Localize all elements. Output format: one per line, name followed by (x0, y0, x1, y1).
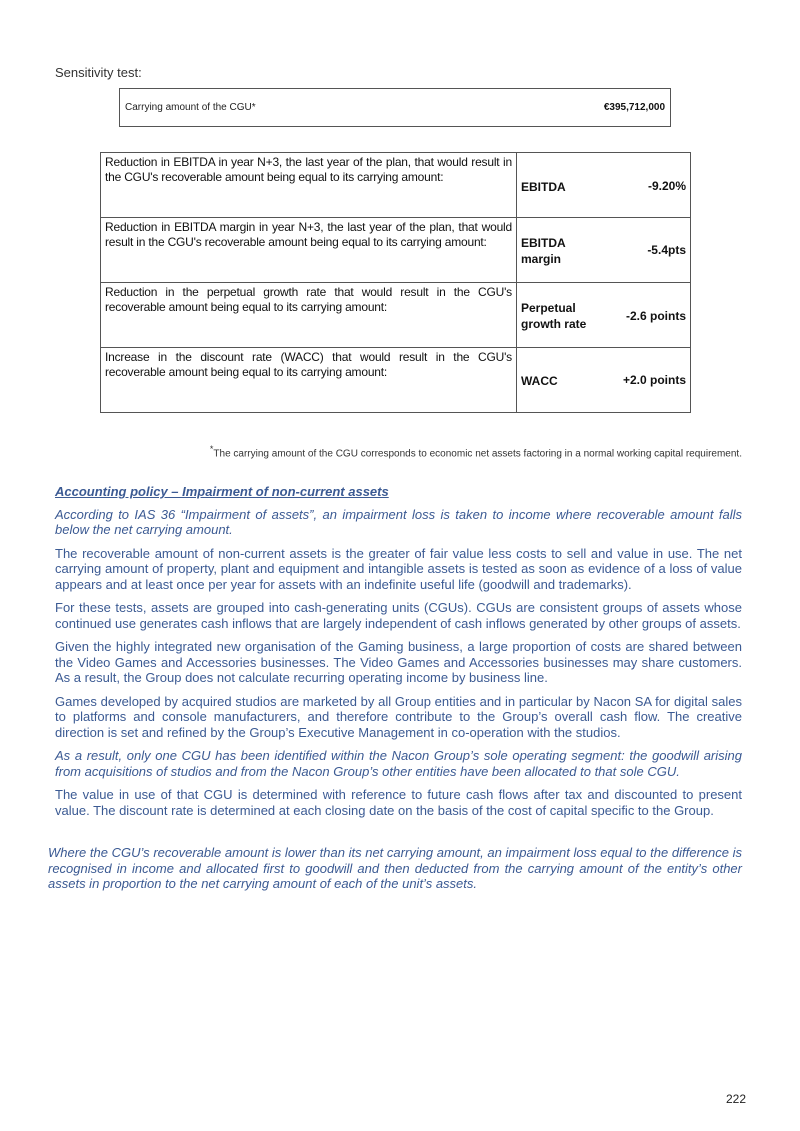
policy-paragraph: According to IAS 36 “Impairment of assets”, an impairment loss is taken to income where recoverable amount falls below the net carrying amount. (55, 506, 742, 537)
carrying-amount-label: Carrying amount of the CGU* (125, 102, 256, 113)
row-value-cell (516, 218, 690, 283)
row-metric: EBITDA margin (520, 236, 566, 266)
row-metric: WACC (520, 374, 558, 388)
row-description: Reduction in the perpetual growth rate that would result in the CGU's recoverable amount being equal to its carrying amount: (101, 283, 517, 348)
row-description: Increase in the discount rate (WACC) that would result in the CGU's recoverable amount being equal to its carrying amount: (101, 348, 517, 413)
footnote-mark: * (209, 444, 214, 454)
row-metric: Perpetual growth rate (520, 301, 587, 331)
section-title: Sensitivity test: (55, 65, 142, 80)
table-row (101, 153, 691, 218)
row-description: Reduction in EBITDA in year N+3, the last year of the plan, that would result in the CGU's recoverable amount being equal to its carrying amount: (101, 153, 517, 218)
accounting-policy-section (55, 484, 742, 826)
table-row (101, 218, 691, 283)
row-value-cell (516, 348, 690, 413)
policy-paragraph: The recoverable amount of non-current assets is the greater of fair value less costs to sell and value in use. The net carrying amount of property, plant and equipment and intangible assets is tested as soon as evidence of a loss of value appears and at least once per year for assets with an indefinite useful life (goodwill and trademarks). (55, 545, 742, 592)
carrying-amount-box (119, 88, 671, 127)
table-row (101, 283, 691, 348)
policy-heading: Accounting policy – Impairment of non-current assets (55, 484, 389, 499)
row-value: -5.4pts (647, 243, 686, 257)
carrying-amount-value: €395,712,000 (603, 102, 665, 113)
page-number: 222 (725, 1092, 746, 1106)
policy-paragraph: Games developed by acquired studios are marketed by all Group entities and in particular by Nacon SA for digital sales to platforms and console manufacturers, and therefore contribute to the Group’s overall cash flow. The creative direction is set and refined by the Group’s Executive Management in co-operation with the studios. (55, 693, 742, 740)
row-value-cell (516, 153, 690, 218)
table-row (101, 348, 691, 413)
row-value: +2.0 points (622, 373, 686, 387)
policy-paragraph-impairment: Where the CGU’s recoverable amount is lower than its net carrying amount, an impairment loss equal to the difference is recognised in income and allocated first to goodwill and then deducted from the carrying amount of the entity’s other assets in proportion to the net carrying amount of each of the unit’s assets. (48, 845, 742, 891)
row-value: -9.20% (647, 179, 686, 193)
sensitivity-table (100, 152, 691, 413)
row-value-cell (516, 283, 690, 348)
policy-paragraph: As a result, only one CGU has been identified within the Nacon Group’s sole operating segment: the goodwill arising from acquisitions of studios and from the Nacon Group’s other entities have been allocated to that sole CGU. (55, 748, 742, 779)
policy-paragraph: The value in use of that CGU is determined with reference to future cash flows after tax and discounted to present value. The discount rate is determined at each closing date on the basis of the cost of capital specific to the Group. (55, 787, 742, 818)
row-description: Reduction in EBITDA margin in year N+3, the last year of the plan, that would result in the CGU's recoverable amount being equal to its carrying amount: (101, 218, 517, 283)
footnote-text: The carrying amount of the CGU corresponds to economic net assets factoring in a normal working capital requirement. (213, 448, 742, 460)
policy-paragraph: For these tests, assets are grouped into cash-generating units (CGUs). CGUs are consistent groups of assets whose continued use generates cash inflows that are largely independent of cash inflows generated by other groups of assets. (55, 600, 742, 631)
row-metric: EBITDA (520, 180, 566, 194)
policy-paragraph: Given the highly integrated new organisation of the Gaming business, a large proportion of costs are shared between the Video Games and Accessories businesses. The Video Games and Accessories businesses may share customers. As a result, the Group does not calculate recurring operating income by business line. (55, 639, 742, 685)
footnote (210, 444, 742, 459)
row-value: -2.6 points (625, 309, 686, 323)
